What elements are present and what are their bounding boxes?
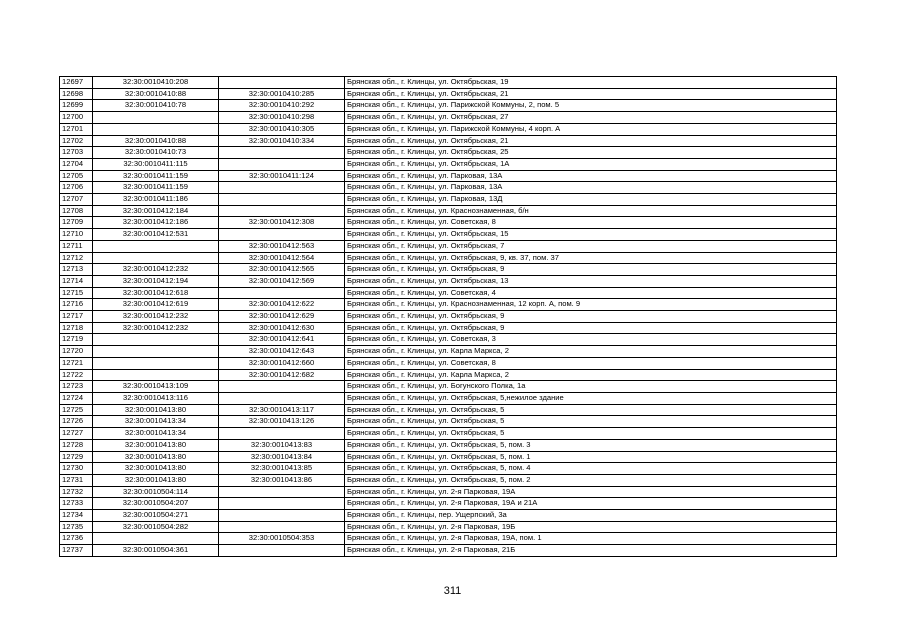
- table-row: [60, 123, 837, 135]
- object-cadastral-number: 32:30:0010412:565: [219, 264, 345, 276]
- address: Брянская обл., г. Клинцы, ул. Парижской Коммуны, 4 корп. А: [345, 123, 837, 135]
- row-number: 12733: [60, 498, 93, 510]
- object-cadastral-number: 32:30:0010413:83: [219, 439, 345, 451]
- address: Брянская обл., г. Клинцы, ул. Октябрьская, 5, пом. 4: [345, 463, 837, 475]
- table-row: [60, 369, 837, 381]
- row-number: 12699: [60, 100, 93, 112]
- object-cadastral-number: [219, 194, 345, 206]
- row-number: 12729: [60, 451, 93, 463]
- row-number: 12703: [60, 147, 93, 159]
- table-row: [60, 194, 837, 206]
- table-row: [60, 299, 837, 311]
- row-number: 12727: [60, 428, 93, 440]
- address: Брянская обл., г. Клинцы, ул. Октябрьская, 5: [345, 404, 837, 416]
- cadastral-number: 32:30:0010410:73: [93, 147, 219, 159]
- cadastral-number: 32:30:0010410:88: [93, 135, 219, 147]
- address: Брянская обл., г. Клинцы, ул. Октябрьская, 9: [345, 264, 837, 276]
- table-row: [60, 416, 837, 428]
- address: Брянская обл., г. Клинцы, ул. Богунского Полка, 1а: [345, 381, 837, 393]
- cadastral-number: [93, 252, 219, 264]
- address: Брянская обл., г. Клинцы, ул. Октябрьская, 21: [345, 135, 837, 147]
- row-number: 12735: [60, 521, 93, 533]
- table-row: [60, 252, 837, 264]
- object-cadastral-number: [219, 229, 345, 241]
- cadastral-number: [93, 369, 219, 381]
- row-number: 12731: [60, 474, 93, 486]
- table-row: [60, 322, 837, 334]
- cadastral-number: 32:30:0010410:78: [93, 100, 219, 112]
- object-cadastral-number: [219, 545, 345, 557]
- object-cadastral-number: 32:30:0010413:86: [219, 474, 345, 486]
- row-number: 12717: [60, 311, 93, 323]
- object-cadastral-number: [219, 392, 345, 404]
- table-row: [60, 217, 837, 229]
- cadastral-number: 32:30:0010412:184: [93, 205, 219, 217]
- row-number: 12704: [60, 158, 93, 170]
- object-cadastral-number: [219, 158, 345, 170]
- cadastral-number: 32:30:0010413:80: [93, 463, 219, 475]
- cadastral-number: 32:30:0010504:282: [93, 521, 219, 533]
- object-cadastral-number: 32:30:0010410:285: [219, 88, 345, 100]
- table-row: [60, 275, 837, 287]
- cadastral-number: 32:30:0010504:271: [93, 510, 219, 522]
- table-row: [60, 334, 837, 346]
- cadastral-number: 32:30:0010411:159: [93, 182, 219, 194]
- address: Брянская обл., г. Клинцы, ул. Октябрьская, 21: [345, 88, 837, 100]
- row-number: 12734: [60, 510, 93, 522]
- row-number: 12720: [60, 346, 93, 358]
- address: Брянская обл., г. Клинцы, ул. Краснознаменная, б/н: [345, 205, 837, 217]
- address: Брянская обл., г. Клинцы, ул. 2-я Парковая, 21Б: [345, 545, 837, 557]
- row-number: 12709: [60, 217, 93, 229]
- row-number: 12714: [60, 275, 93, 287]
- table-row: [60, 135, 837, 147]
- object-cadastral-number: 32:30:0010412:622: [219, 299, 345, 311]
- object-cadastral-number: 32:30:0010410:292: [219, 100, 345, 112]
- table-row: [60, 545, 837, 557]
- row-number: 12713: [60, 264, 93, 276]
- address: Брянская обл., г. Клинцы, ул. Октябрьская, 1А: [345, 158, 837, 170]
- table-row: [60, 428, 837, 440]
- address: Брянская обл., г. Клинцы, ул. Октябрьская, 13: [345, 275, 837, 287]
- object-cadastral-number: 32:30:0010412:563: [219, 240, 345, 252]
- row-number: 12725: [60, 404, 93, 416]
- address: Брянская обл., г. Клинцы, ул. 2-я Парковая, 19А: [345, 486, 837, 498]
- table-row: [60, 240, 837, 252]
- table-row: [60, 498, 837, 510]
- row-number: 12705: [60, 170, 93, 182]
- cadastral-number: 32:30:0010413:116: [93, 392, 219, 404]
- table-row: [60, 521, 837, 533]
- table-row: [60, 346, 837, 358]
- object-cadastral-number: 32:30:0010413:85: [219, 463, 345, 475]
- address: Брянская обл., г. Клинцы, ул. Октябрьская, 25: [345, 147, 837, 159]
- address: Брянская обл., г. Клинцы, ул. Советская, 4: [345, 287, 837, 299]
- table-row: [60, 533, 837, 545]
- table-row: [60, 287, 837, 299]
- cadastral-number: 32:30:0010412:531: [93, 229, 219, 241]
- table-row: [60, 486, 837, 498]
- object-cadastral-number: [219, 182, 345, 194]
- address: Брянская обл., г. Клинцы, ул. Советская, 8: [345, 357, 837, 369]
- address: Брянская обл., г. Клинцы, ул. Советская, 3: [345, 334, 837, 346]
- cadastral-number: 32:30:0010413:80: [93, 474, 219, 486]
- cadastral-number: 32:30:0010413:80: [93, 451, 219, 463]
- row-number: 12715: [60, 287, 93, 299]
- cadastral-number: 32:30:0010412:618: [93, 287, 219, 299]
- row-number: 12721: [60, 357, 93, 369]
- row-number: 12724: [60, 392, 93, 404]
- object-cadastral-number: [219, 521, 345, 533]
- address: Брянская обл., г. Клинцы, ул. Октябрьская, 5, пом. 2: [345, 474, 837, 486]
- cadastral-number: 32:30:0010413:34: [93, 416, 219, 428]
- object-cadastral-number: 32:30:0010413:126: [219, 416, 345, 428]
- table-row: [60, 510, 837, 522]
- object-cadastral-number: 32:30:0010412:630: [219, 322, 345, 334]
- cadastral-number: 32:30:0010410:208: [93, 77, 219, 89]
- table-row: [60, 439, 837, 451]
- address: Брянская обл., г. Клинцы, ул. Карла Маркса, 2: [345, 369, 837, 381]
- table-row: [60, 392, 837, 404]
- cadastral-number: 32:30:0010411:159: [93, 170, 219, 182]
- row-number: 12702: [60, 135, 93, 147]
- table-row: [60, 147, 837, 159]
- row-number: 12707: [60, 194, 93, 206]
- row-number: 12706: [60, 182, 93, 194]
- table-row: [60, 404, 837, 416]
- address: Брянская обл., г. Клинцы, ул. Советская, 8: [345, 217, 837, 229]
- address: Брянская обл., г. Клинцы, ул. Октябрьская, 9: [345, 322, 837, 334]
- cadastral-number: 32:30:0010504:207: [93, 498, 219, 510]
- row-number: 12716: [60, 299, 93, 311]
- row-number: 12722: [60, 369, 93, 381]
- cadastral-number: 32:30:0010412:232: [93, 311, 219, 323]
- cadastral-number: 32:30:0010413:109: [93, 381, 219, 393]
- row-number: 12736: [60, 533, 93, 545]
- object-cadastral-number: [219, 428, 345, 440]
- object-cadastral-number: [219, 510, 345, 522]
- cadastral-number: [93, 112, 219, 124]
- row-number: 12730: [60, 463, 93, 475]
- table-row: [60, 112, 837, 124]
- cadastral-number: 32:30:0010413:80: [93, 404, 219, 416]
- cadastral-number: 32:30:0010412:232: [93, 322, 219, 334]
- row-number: 12711: [60, 240, 93, 252]
- address: Брянская обл., г. Клинцы, ул. Парковая, 13А: [345, 170, 837, 182]
- table-row: [60, 264, 837, 276]
- cadastral-number: [93, 533, 219, 545]
- row-number: 12737: [60, 545, 93, 557]
- address: Брянская обл., г. Клинцы, ул. Октябрьская, 27: [345, 112, 837, 124]
- table-row: [60, 229, 837, 241]
- object-cadastral-number: 32:30:0010412:569: [219, 275, 345, 287]
- row-number: 12708: [60, 205, 93, 217]
- address: Брянская обл., г. Клинцы, ул. Октябрьская, 7: [345, 240, 837, 252]
- object-cadastral-number: 32:30:0010412:682: [219, 369, 345, 381]
- object-cadastral-number: 32:30:0010412:643: [219, 346, 345, 358]
- row-number: 12723: [60, 381, 93, 393]
- object-cadastral-number: [219, 381, 345, 393]
- address: Брянская обл., г. Клинцы, ул. Октябрьская, 9: [345, 311, 837, 323]
- table-row: [60, 357, 837, 369]
- row-number: 12728: [60, 439, 93, 451]
- table-row: [60, 100, 837, 112]
- row-number: 12718: [60, 322, 93, 334]
- cadastral-number: 32:30:0010412:186: [93, 217, 219, 229]
- object-cadastral-number: 32:30:0010410:298: [219, 112, 345, 124]
- object-cadastral-number: [219, 486, 345, 498]
- row-number: 12712: [60, 252, 93, 264]
- address: Брянская обл., г. Клинцы, ул. Октябрьская, 5: [345, 416, 837, 428]
- cadastral-number: 32:30:0010412:194: [93, 275, 219, 287]
- address: Брянская обл., г. Клинцы, ул. 2-я Парковая, 19А, пом. 1: [345, 533, 837, 545]
- table-row: [60, 463, 837, 475]
- object-cadastral-number: 32:30:0010412:641: [219, 334, 345, 346]
- object-cadastral-number: 32:30:0010411:124: [219, 170, 345, 182]
- object-cadastral-number: 32:30:0010410:305: [219, 123, 345, 135]
- object-cadastral-number: 32:30:0010412:564: [219, 252, 345, 264]
- cadastral-number: 32:30:0010410:88: [93, 88, 219, 100]
- table-row: [60, 451, 837, 463]
- address: Брянская обл., г. Клинцы, пер. Ущерпский, 3а: [345, 510, 837, 522]
- object-cadastral-number: 32:30:0010412:308: [219, 217, 345, 229]
- row-number: 12698: [60, 88, 93, 100]
- address: Брянская обл., г. Клинцы, ул. 2-я Парковая, 19А и 21А: [345, 498, 837, 510]
- address: Брянская обл., г. Клинцы, ул. Октябрьская, 5, пом. 1: [345, 451, 837, 463]
- row-number: 12700: [60, 112, 93, 124]
- cadastral-number: 32:30:0010413:80: [93, 439, 219, 451]
- object-cadastral-number: 32:30:0010413:84: [219, 451, 345, 463]
- row-number: 12726: [60, 416, 93, 428]
- table-row: [60, 170, 837, 182]
- table-row: [60, 474, 837, 486]
- table-row: [60, 158, 837, 170]
- cadastral-table: [59, 76, 837, 557]
- object-cadastral-number: 32:30:0010412:629: [219, 311, 345, 323]
- cadastral-number: [93, 357, 219, 369]
- row-number: 12732: [60, 486, 93, 498]
- address: Брянская обл., г. Клинцы, ул. Октябрьская, 15: [345, 229, 837, 241]
- row-number: 12710: [60, 229, 93, 241]
- cadastral-number: [93, 123, 219, 135]
- object-cadastral-number: 32:30:0010410:334: [219, 135, 345, 147]
- table-body: [60, 77, 837, 557]
- table-row: [60, 182, 837, 194]
- address: Брянская обл., г. Клинцы, ул. Октябрьская, 5, пом. 3: [345, 439, 837, 451]
- address: Брянская обл., г. Клинцы, ул. Парковая, 13А: [345, 182, 837, 194]
- table-row: [60, 381, 837, 393]
- object-cadastral-number: [219, 498, 345, 510]
- cadastral-number: [93, 240, 219, 252]
- address: Брянская обл., г. Клинцы, ул. Октябрьская, 5,нежилое здание: [345, 392, 837, 404]
- table-row: [60, 311, 837, 323]
- object-cadastral-number: 32:30:0010504:353: [219, 533, 345, 545]
- cadastral-number: 32:30:0010413:34: [93, 428, 219, 440]
- table-row: [60, 77, 837, 89]
- address: Брянская обл., г. Клинцы, ул. Карла Маркса, 2: [345, 346, 837, 358]
- cadastral-number: [93, 346, 219, 358]
- cadastral-number: 32:30:0010411:186: [93, 194, 219, 206]
- address: Брянская обл., г. Клинцы, ул. Октябрьская, 9, кв. 37, пом. 37: [345, 252, 837, 264]
- row-number: 12701: [60, 123, 93, 135]
- cadastral-number: 32:30:0010504:361: [93, 545, 219, 557]
- cadastral-number: 32:30:0010412:619: [93, 299, 219, 311]
- object-cadastral-number: [219, 205, 345, 217]
- address: Брянская обл., г. Клинцы, ул. Октябрьская, 5: [345, 428, 837, 440]
- cadastral-number: [93, 334, 219, 346]
- cadastral-number: 32:30:0010411:115: [93, 158, 219, 170]
- address: Брянская обл., г. Клинцы, ул. Парижской Коммуны, 2, пом. 5: [345, 100, 837, 112]
- table-row: [60, 205, 837, 217]
- address: Брянская обл., г. Клинцы, ул. Краснознаменная, 12 корп. А, пом. 9: [345, 299, 837, 311]
- cadastral-number: 32:30:0010412:232: [93, 264, 219, 276]
- object-cadastral-number: [219, 147, 345, 159]
- object-cadastral-number: [219, 77, 345, 89]
- address: Брянская обл., г. Клинцы, ул. 2-я Парковая, 19Б: [345, 521, 837, 533]
- page-number: 311: [443, 585, 462, 597]
- table-row: [60, 88, 837, 100]
- row-number: 12697: [60, 77, 93, 89]
- cadastral-number: 32:30:0010504:114: [93, 486, 219, 498]
- address: Брянская обл., г. Клинцы, ул. Парковая, 13Д: [345, 194, 837, 206]
- row-number: 12719: [60, 334, 93, 346]
- object-cadastral-number: 32:30:0010413:117: [219, 404, 345, 416]
- object-cadastral-number: 32:30:0010412:660: [219, 357, 345, 369]
- address: Брянская обл., г. Клинцы, ул. Октябрьская, 19: [345, 77, 837, 89]
- object-cadastral-number: [219, 287, 345, 299]
